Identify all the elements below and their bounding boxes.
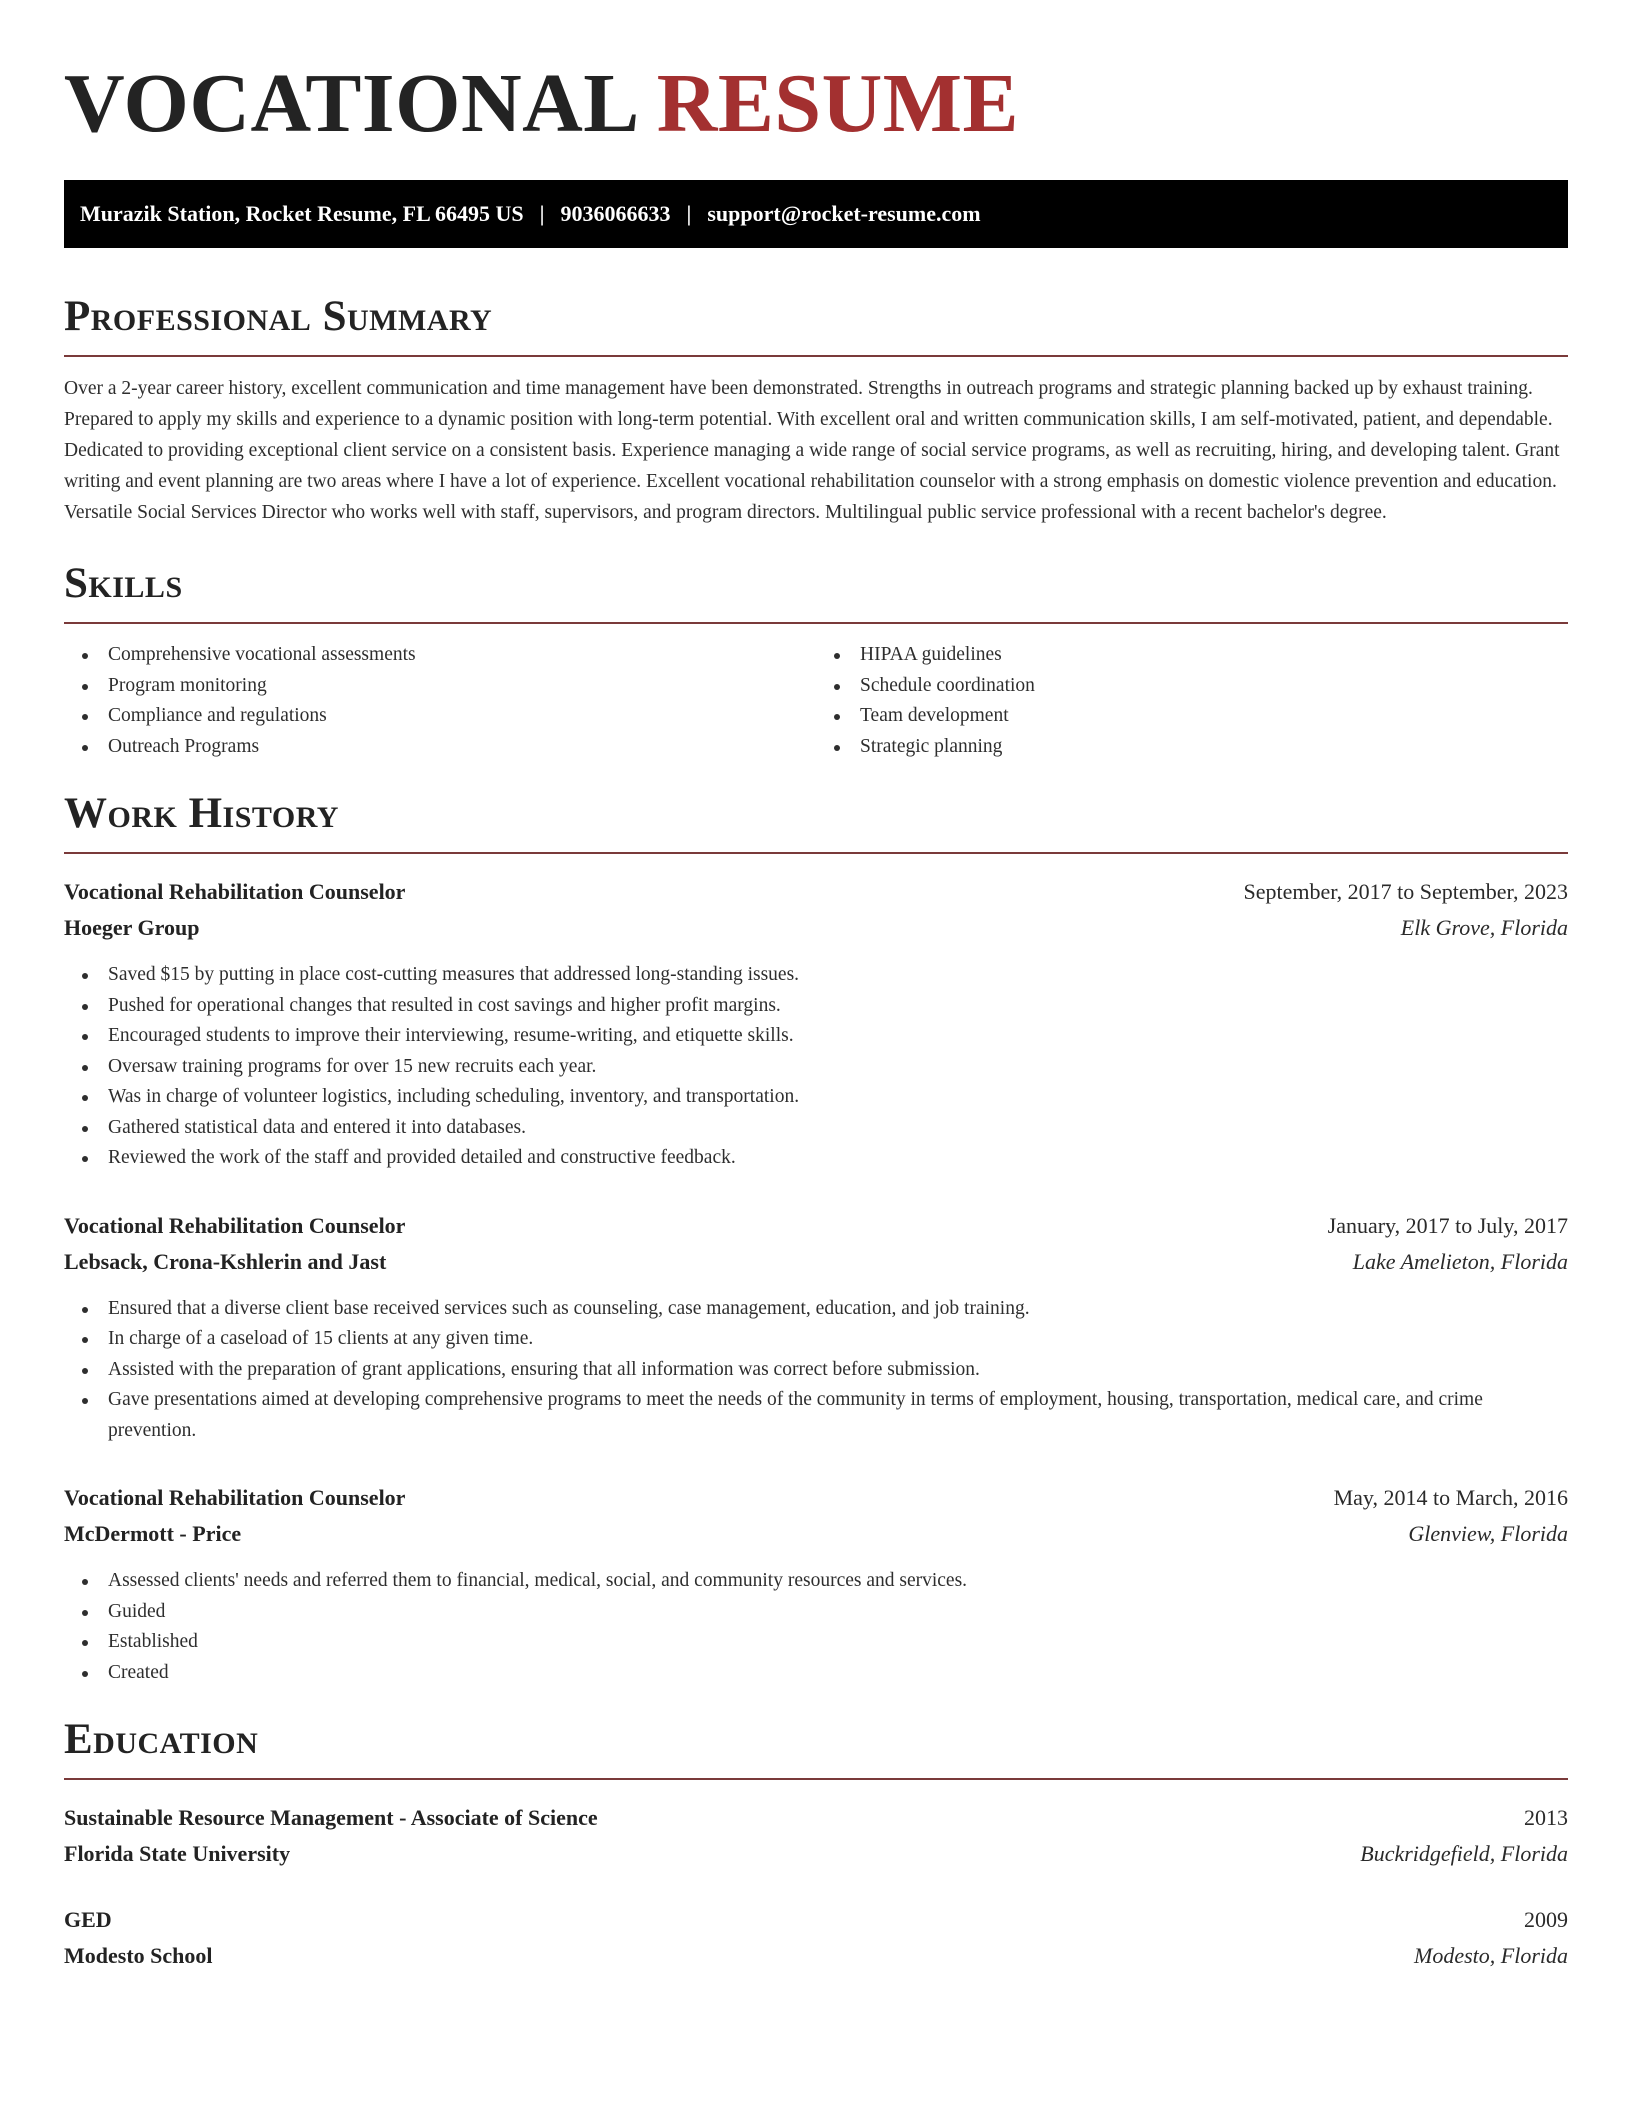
job-location: Glenview, Florida	[1408, 1521, 1568, 1546]
job-company-row	[64, 910, 1568, 946]
job-entry	[64, 1208, 1568, 1447]
job-duty: Established	[64, 1627, 1568, 1658]
job-duty: In charge of a caseload of 15 clients at any given time.	[64, 1324, 1568, 1355]
contact-phone: 9036066633	[560, 201, 671, 226]
section-divider	[64, 355, 1568, 357]
job-duty: Encouraged students to improve their interviewing, resume-writing, and etiquette skills.	[64, 1021, 1568, 1052]
work-history-heading: Work History	[64, 790, 339, 837]
job-duty: Ensured that a diverse client base received services such as counseling, case management, education, and job training.	[64, 1294, 1568, 1325]
degree-name: GED	[64, 1907, 112, 1932]
title-main: VOCATIONAL	[64, 57, 636, 150]
job-location: Lake Amelieton, Florida	[1352, 1248, 1568, 1274]
job-duty: Guided	[64, 1597, 1568, 1628]
job-title: Vocational Rehabilitation Counselor	[64, 1212, 406, 1238]
job-entry	[64, 874, 1568, 1174]
job-dates: January, 2017 to July, 2017	[1327, 1212, 1568, 1238]
job-duty: Created	[64, 1658, 1568, 1689]
skills-list-left	[64, 640, 816, 762]
job-duties	[64, 1294, 1568, 1447]
section-divider	[64, 1778, 1568, 1780]
job-dates: September, 2017 to September, 2023	[1243, 879, 1568, 904]
summary-section	[64, 293, 1568, 528]
degree-row	[64, 1800, 1568, 1836]
skill-item: Comprehensive vocational assessments	[64, 640, 816, 671]
job-title: Vocational Rehabilitation Counselor	[64, 879, 406, 904]
section-divider	[64, 622, 1568, 624]
job-company: Hoeger Group	[64, 915, 200, 940]
contact-bar	[64, 180, 1568, 248]
job-location: Elk Grove, Florida	[1400, 915, 1568, 940]
education-heading: Education	[64, 1716, 259, 1763]
education-entry	[64, 1902, 1568, 1974]
job-company: McDermott - Price	[64, 1521, 242, 1546]
job-duty: Assessed clients' needs and referred them to financial, medical, social, and community resources and services.	[64, 1566, 1568, 1597]
skill-item: Compliance and regulations	[64, 701, 816, 732]
summary-text: Over a 2-year career history, excellent communication and time management have been demonstrated. Strengths in outreach programs and strategic planning backed up by exhaust training. Prepared to apply my skills and experience to a dynamic position with long-term potential. With excellent oral and written communication skills, I am self-motivated, patient, and dependable. Dedicated to providing exceptional client service on a consistent basis. Experience managing a wide range of social service programs, as well as recruiting, hiring, and developing talent. Grant writing and event planning are two areas where I have a lot of experience. Excellent vocational rehabilitation counselor with a strong emphasis on domestic violence prevention and education. Versatile Social Services Director who works well with staff, supervisors, and program directors. Multilingual public service professional with a recent bachelor's degree.	[64, 378, 1560, 523]
skills-list-right	[816, 640, 1568, 762]
summary-heading: Professional Summary	[64, 293, 493, 340]
school-name: Florida State University	[64, 1841, 291, 1866]
contact-separator: |	[539, 201, 545, 226]
job-duties	[64, 1566, 1568, 1688]
contact-email: support@rocket-resume.com	[707, 201, 981, 226]
skills-heading: Skills	[64, 560, 183, 607]
graduation-year: 2013	[1524, 1805, 1568, 1830]
job-company-row	[64, 1244, 1568, 1280]
job-title: Vocational Rehabilitation Counselor	[64, 1485, 406, 1510]
job-duty: Oversaw training programs for over 15 new recruits each year.	[64, 1052, 1568, 1083]
job-duty: Pushed for operational changes that resulted in cost savings and higher profit margins.	[64, 991, 1568, 1022]
skill-item: Outreach Programs	[64, 732, 816, 763]
resume-title	[64, 0, 1568, 152]
job-duty: Gathered statistical data and entered it into databases.	[64, 1113, 1568, 1144]
school-location: Buckridgefield, Florida	[1360, 1841, 1568, 1866]
job-entry	[64, 1480, 1568, 1688]
education-entry	[64, 1800, 1568, 1872]
degree-name: Sustainable Resource Management - Associate of Science	[64, 1805, 598, 1830]
skill-item: HIPAA guidelines	[816, 640, 1568, 671]
job-title-row	[64, 1480, 1568, 1516]
graduation-year: 2009	[1524, 1907, 1568, 1932]
job-duty: Assisted with the preparation of grant applications, ensuring that all information was correct before submission.	[64, 1355, 1568, 1386]
skill-item: Strategic planning	[816, 732, 1568, 763]
skill-item: Schedule coordination	[816, 671, 1568, 702]
contact-separator: |	[686, 201, 692, 226]
title-accent: RESUME	[656, 57, 1020, 150]
education-section	[64, 1716, 1568, 1974]
section-divider	[64, 852, 1568, 854]
job-company: Lebsack, Crona-Kshlerin and Jast	[64, 1248, 387, 1274]
school-name: Modesto School	[64, 1943, 213, 1968]
school-location: Modesto, Florida	[1414, 1943, 1568, 1968]
school-row	[64, 1836, 1568, 1872]
work-history-section	[64, 790, 1568, 1688]
job-title-row	[64, 874, 1568, 910]
job-duty: Saved $15 by putting in place cost-cutting measures that addressed long-standing issues.	[64, 960, 1568, 991]
job-dates: May, 2014 to March, 2016	[1333, 1485, 1568, 1510]
job-duty: Gave presentations aimed at developing comprehensive programs to meet the needs of the community in terms of employment, housing, transportation, medical care, and crime prevention.	[64, 1385, 1568, 1446]
skills-grid	[64, 640, 1568, 762]
job-company-row	[64, 1516, 1568, 1552]
skill-item: Program monitoring	[64, 671, 816, 702]
school-row	[64, 1938, 1568, 1974]
degree-row	[64, 1902, 1568, 1938]
job-title-row	[64, 1208, 1568, 1244]
job-duty: Was in charge of volunteer logistics, including scheduling, inventory, and transportation.	[64, 1082, 1568, 1113]
skill-item: Team development	[816, 701, 1568, 732]
job-duty: Reviewed the work of the staff and provided detailed and constructive feedback.	[64, 1143, 1568, 1174]
job-duties	[64, 960, 1568, 1174]
contact-address: Murazik Station, Rocket Resume, FL 66495 US	[80, 201, 524, 226]
skills-section	[64, 560, 1568, 762]
